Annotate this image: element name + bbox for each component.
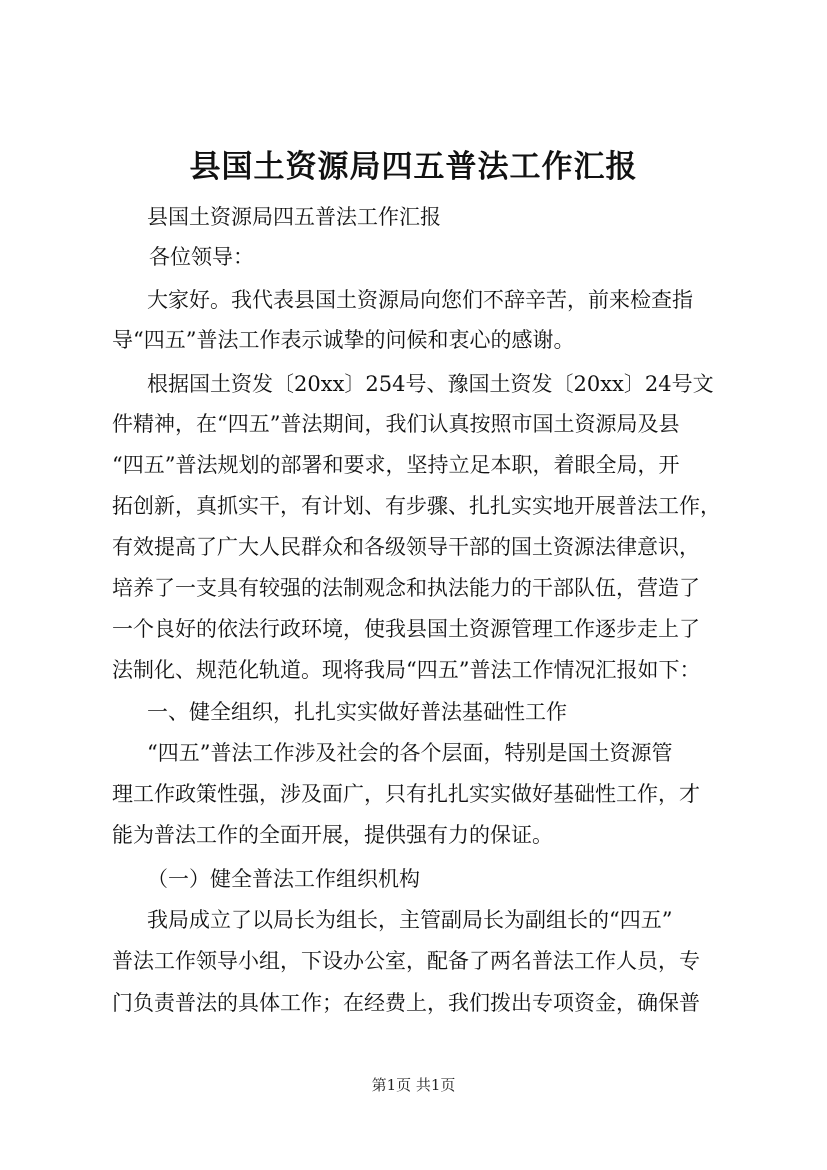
text-line: 我局成立了以局长为组长，主管副局长为副组长的“四五” bbox=[147, 908, 673, 932]
text-line: 大家好。我代表县国土资源局向您们不辞辛苦，前来检查指 bbox=[147, 288, 693, 312]
text-line: 培养了一支具有较强的法制观念和执法能力的干部队伍，营造了 bbox=[112, 576, 700, 600]
text-line: 门负责普法的具体工作；在经费上，我们拨出专项资金，确保普 bbox=[112, 991, 700, 1015]
text-line: 县国土资源局四五普法工作汇报 bbox=[147, 205, 441, 229]
text-line: 普法工作领导小组，下设办公室，配备了两名普法工作人员，专 bbox=[112, 949, 700, 973]
text-line: 有效提高了广大人民群众和各级领导干部的国土资源法律意识， bbox=[112, 535, 700, 559]
subsection-heading: （一）健全普法工作组织机构 bbox=[147, 867, 420, 891]
text-line: 根据国土资发〔20xx〕254号、豫国土资发〔20xx〕24号文 bbox=[147, 372, 714, 396]
text-line: 法制化、规范化轨道。现将我局“四五”普法工作情况汇报如下： bbox=[112, 658, 701, 682]
text-line: 件精神，在“四五”普法期间，我们认真按照市国土资源局及县 bbox=[112, 412, 680, 436]
text-line: 理工作政策性强，涉及面广，只有扎扎实实做好基础性工作，才 bbox=[112, 782, 700, 806]
page-footer: 第1页 共1页 bbox=[371, 1076, 456, 1094]
text-line: 各位领导： bbox=[149, 245, 254, 269]
text-line: 能为普法工作的全面开展，提供强有力的保证。 bbox=[112, 823, 553, 847]
text-line: “四五”普法规划的部署和要求，坚持立足本职，着眼全局，开 bbox=[112, 453, 680, 477]
text-line: 拓创新，真抓实干，有计划、有步骤、扎扎实实地开展普法工作， bbox=[112, 494, 721, 518]
section-heading: 一、健全组织，扎扎实实做好普法基础性工作 bbox=[147, 700, 567, 724]
document-title: 县国土资源局四五普法工作汇报 bbox=[189, 149, 638, 185]
text-line: 导“四五”普法工作表示诚挚的问候和衷心的感谢。 bbox=[112, 328, 575, 352]
text-line: “四五”普法工作涉及社会的各个层面，特别是国土资源管 bbox=[147, 741, 673, 765]
text-line: 一个良好的依法行政环境，使我县国土资源管理工作逐步走上了 bbox=[112, 617, 700, 641]
